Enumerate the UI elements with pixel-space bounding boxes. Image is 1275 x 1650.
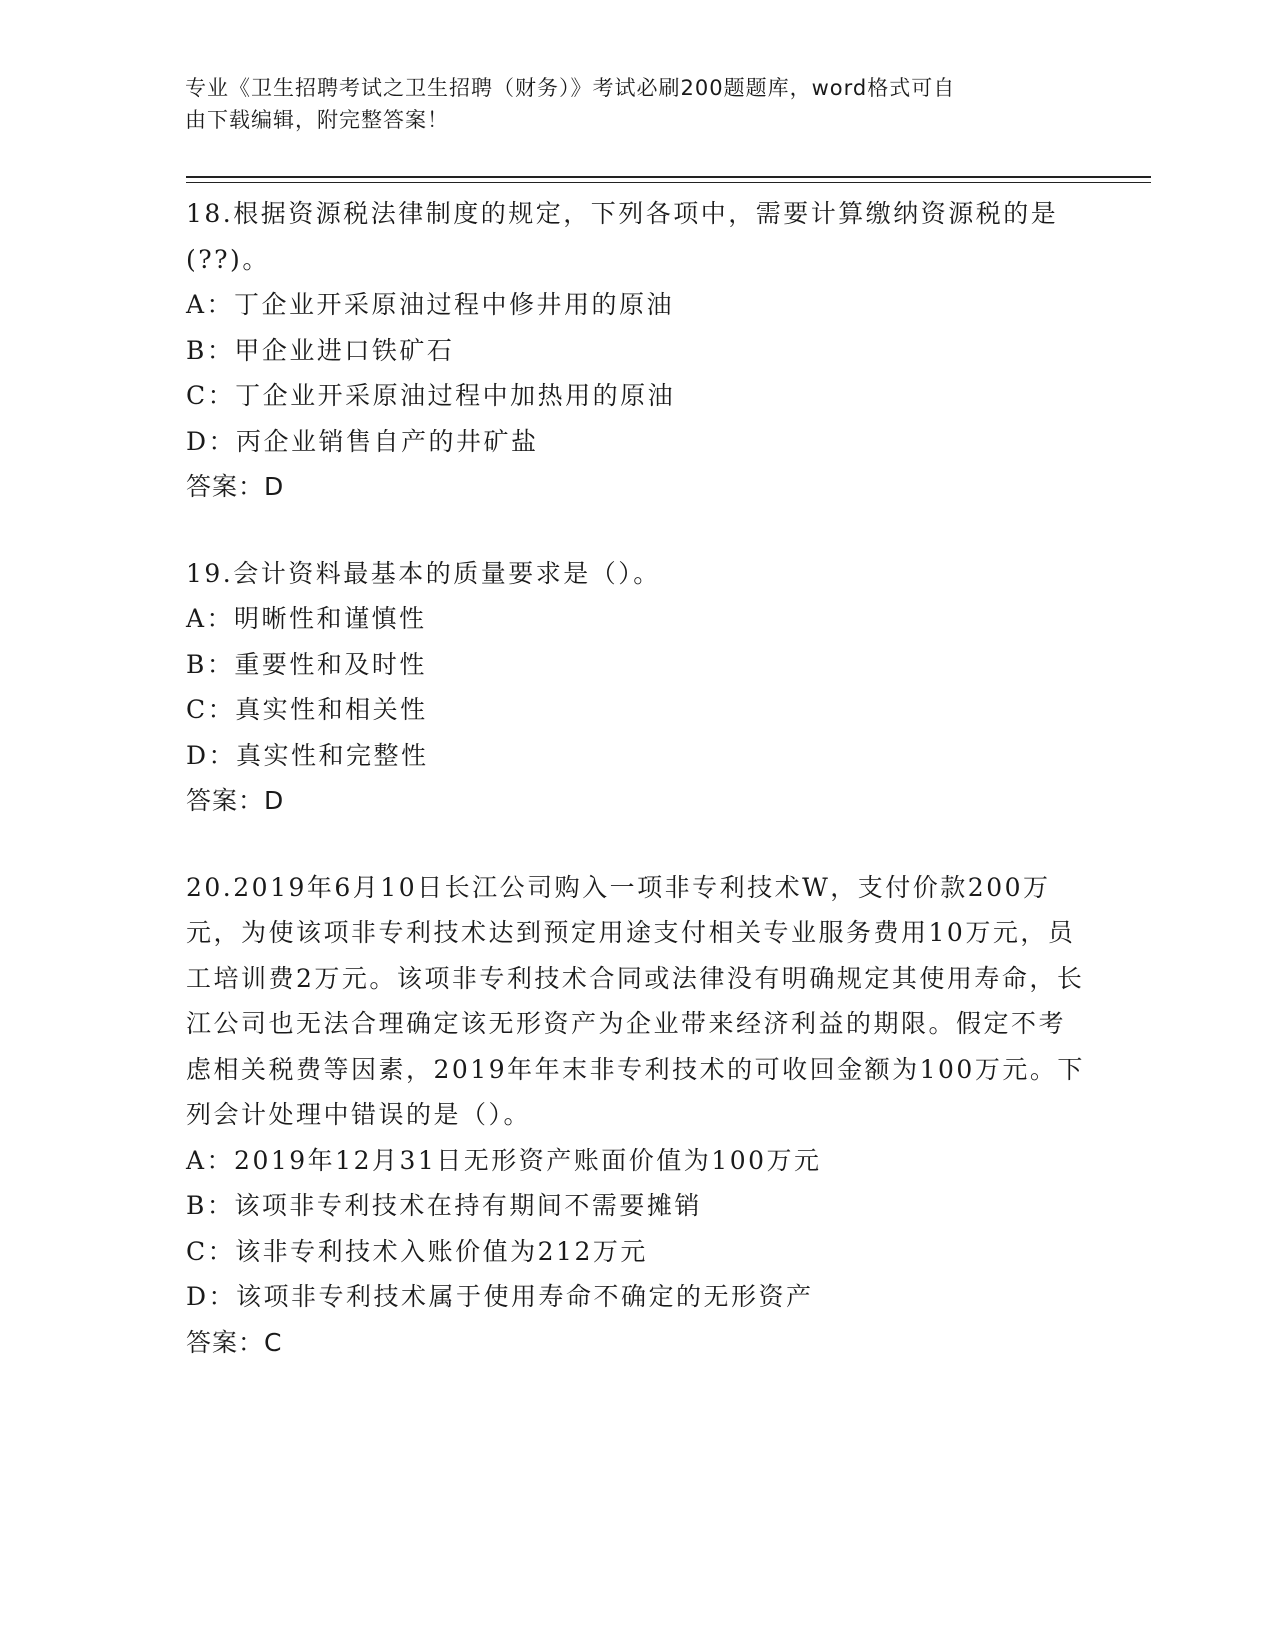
option-c: C：真实性和相关性	[186, 695, 428, 724]
option-a: A：2019年12月31日无形资产账面价值为100万元	[186, 1145, 822, 1175]
option-c: C：丁企业开采原油过程中加热用的原油	[186, 381, 676, 410]
intro-line-2: 由下载编辑，附完整答案！	[185, 108, 449, 132]
option-b: B：该项非专利技术在持有期间不需要摊销	[186, 1191, 702, 1220]
intro-line-1: 专业《卫生招聘考试之卫生招聘（财务）》考试必刷200题题库，word格式可自	[185, 76, 956, 100]
option-d: D：丙企业销售自产的井矿盐	[186, 426, 539, 456]
question-list	[186, 191, 1086, 1365]
option-a: A：明晰性和谨慎性	[186, 604, 427, 633]
question-stem: 18.根据资源税法律制度的规定，下列各项中，需要计算缴纳资源税的是(??)。	[186, 199, 1059, 274]
answer-line: 答案：D	[186, 786, 285, 815]
question-20	[186, 865, 1086, 1366]
question-18	[186, 191, 1086, 510]
answer-line: 答案：D	[186, 472, 285, 501]
question-19	[186, 551, 1086, 824]
document-intro	[185, 72, 1065, 136]
option-b: B：甲企业进口铁矿石	[186, 335, 455, 365]
question-stem: 19.会计资料最基本的质量要求是（）。	[186, 558, 661, 588]
header-divider-thin	[186, 182, 1151, 183]
option-b: B：重要性和及时性	[186, 649, 427, 679]
option-c: C：该非专利技术入账价值为212万元	[186, 1236, 648, 1266]
question-stem: 20.2019年6月10日长江公司购入一项非专利技术W，支付价款200万元，为使该项非专利技术达到预定用途支付相关专业服务费用10万元，员工培训费2万元。该项非专利技术合同或法律没有明确规定其使用寿命，长江公司也无法合理确定该无形资产为企业带来经济利益的期限。假定不考虑相关税费等因素，2019年年末非专利技术的可收回金额为100万元。下列会计处理中错误的是（）。	[186, 872, 1085, 1129]
option-d: D：真实性和完整性	[186, 740, 429, 770]
option-d: D：该项非专利技术属于使用寿命不确定的无形资产	[186, 1282, 814, 1311]
answer-line: 答案：C	[186, 1327, 283, 1357]
header-divider-thick	[186, 176, 1151, 178]
option-a: A：丁企业开采原油过程中修井用的原油	[186, 290, 675, 319]
